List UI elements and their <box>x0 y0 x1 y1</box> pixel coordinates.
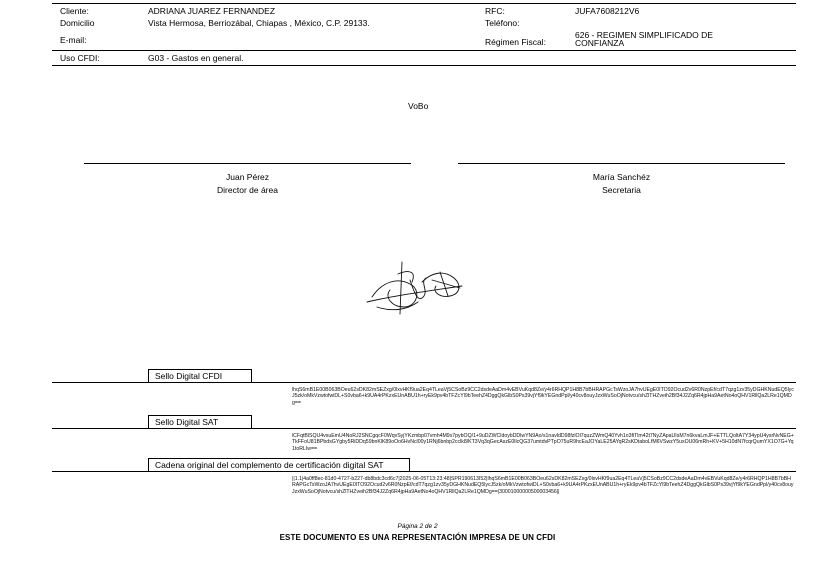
rfc-label: RFC: <box>485 6 505 16</box>
email-label: E-mail: <box>60 35 87 45</box>
signer-role-right: Secretaria <box>602 185 641 195</box>
cadena-original-value: ||1.1|4a0ff8ec-81d0-4727-b227-db8bdc3cd6c7|2025-06-05T13:23:48|SPR190613I52|lhqS6mB1E00B063BOeu62sDK82mSEZxg/0lxvHKf9ua2Eq4TLeaVj5CSoBz9CC2dsdeAaDm4vEBVuKqd8Ze/y4r6RHQP1H8B7bBHRAPGcTsWzoJA7hvUEgE0ITO92Ocud2v6R0NzpEf/cdT7qzg1zv35yDGHKNudEQ5lycJ5zk/oMkVzwtofwiDL+S0vba6+k9UA4rPKzxEUnABU1h+ryEk9pv4bTFZcYl9bTeehZ4DggQkGlbS0Ps39vjYf9kYEGndPpl/y40cv8ouyJzxWuSoOjNotvcu/shZlTHZveih2Bf34J2Zq6R4jpHa9AetNo4oQHV1RllQa2LRe1QMDg==|30001000000500003456|| <box>292 476 794 495</box>
signature-line-left <box>84 163 411 164</box>
sello-cfdi-line <box>52 382 796 383</box>
cadena-original-line <box>52 471 796 472</box>
header-divider-line <box>52 50 796 51</box>
regimen-value: 626 - REGIMEN SIMPLIFICADO DE CONFIANZA <box>575 30 713 48</box>
header-bottom-line <box>52 65 796 66</box>
signer-role-left: Director de área <box>217 185 278 195</box>
sello-cfdi-label: Sello Digital CFDI <box>148 369 252 383</box>
cadena-original-label: Cadena original del complemento de certificación digital SAT <box>148 458 410 472</box>
footer-title: ESTE DOCUMENTO ES UNA REPRESENTACIÓN IMPRESA DE UN CFDI <box>279 533 556 542</box>
uso-cfdi-value: G03 - Gastos en general. <box>148 53 244 63</box>
client-value: ADRIANA JUAREZ FERNANDEZ <box>148 6 276 16</box>
page-number: Página 2 de 2 <box>397 523 438 530</box>
sello-sat-label: Sello Digital SAT <box>148 415 252 429</box>
uso-cfdi-label: Uso CFDI: <box>60 53 100 63</box>
regimen-label: Régimen Fiscal: <box>485 37 546 47</box>
signature-line-right <box>458 163 785 164</box>
vobo-label: VoBo <box>408 101 429 111</box>
phone-label: Teléfono: <box>485 18 520 28</box>
sello-sat-line <box>52 428 796 429</box>
signer-name-right: María Sanchéz <box>592 172 651 182</box>
sello-cfdi-value: lhqS6mB1E00B063BOeu62sDK82mSEZxg/0lxvHKf9ua2Eq4TLeaVj5CSoBz9CC2dsdeAaDm4vEBVuKqd8Ze/y4r6RHQP1H8B7bBHRAPGcTsWzoJA7hvUEgE0ITO92Ocud2v6R0NzpEf/cdT7qzg1zv35yDGHKNudEQ5lycJ5zk/oMkVzwtofwiDL+S0vba6+k9UA4rPKzxEUnABU1h+ryEk9pv4bTFZcYl9bTeehZ4DggQkGlbS0Ps39vjYf9kYEGndPpl/y40cv8ouyJzxWuSoOjNotvcu/shZlTHZveih2Bf34J2Zq6R4jpHa9AetNo4oQHV1RllQa2LRe1QMDg== <box>292 387 794 406</box>
header-top-line <box>52 3 796 4</box>
address-value: Vista Hermosa, Berriozábal, Chiapas , México, C.P. 29133. <box>148 18 370 28</box>
address-label: Domicilio <box>60 18 95 28</box>
signer-name-left: Juan Pérez <box>226 172 269 182</box>
handwritten-signature-image <box>362 252 472 322</box>
rfc-value: JUFA7608212V6 <box>575 6 640 16</box>
sello-sat-value: lCFqtBlSQU4vsuEmU4NoRJ2SNCgqcF0WqvSyjYKzmbp07vmh4M9x7pybOQ/1+9uDZWCldoybDDlwYN9Ao/s1navldD98fzlOl7quzZWmQ40Yvh1o3fiTlm42t7NyZApaUIsM7n6kvaLmJF+ETTLQoltA7Y34ypU4ysrNvNEG+TkFFoU81BPbdsGYgby5RiDDq59bnKlK89oOo6HvNcl00y1RNj6bnbp2cclk8/KT3Vq3qGecAszE0llcQG37umtdvPTpO75uR9hcEaJOYaLE25AYqR2sKDtaboLfM6VSwzY5uxOU06mRh+KV+5H10dN7fcqrQumYX1O7G+Yq1toRLIw== <box>292 433 794 452</box>
client-label: Cliente: <box>60 6 89 16</box>
